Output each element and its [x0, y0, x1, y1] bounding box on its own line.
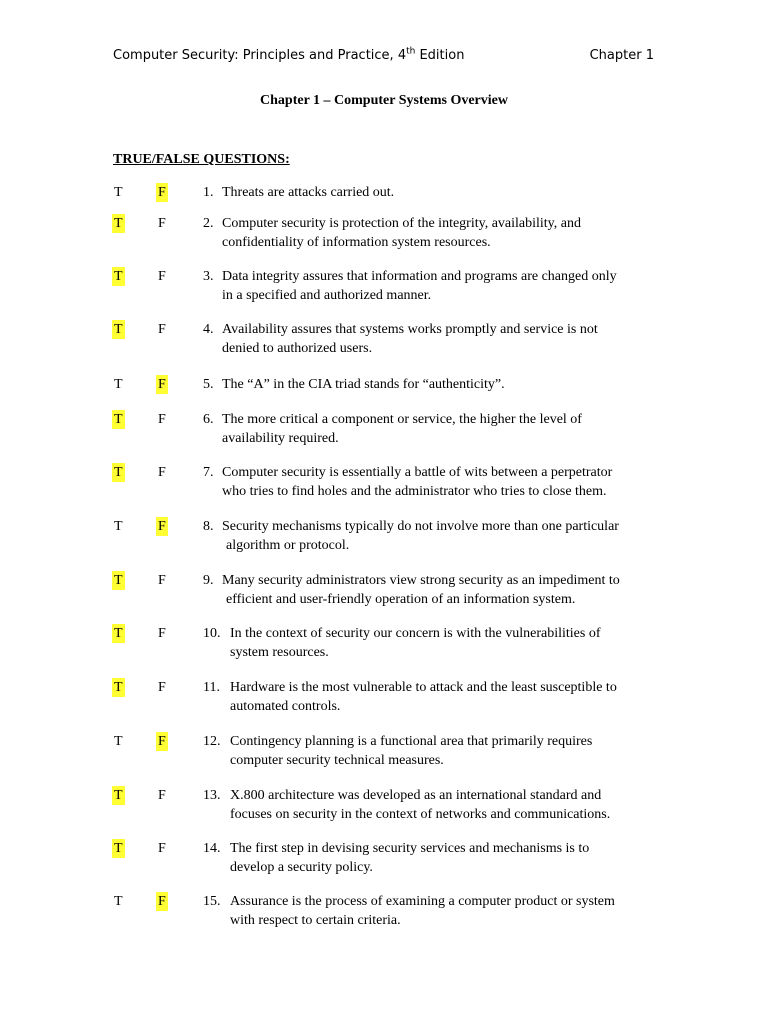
question-number: 5.: [203, 377, 214, 392]
question-text: [230, 678, 617, 716]
question-line: Data integrity assures that information and programs are changed only: [222, 269, 617, 284]
question-number: 1.: [203, 185, 214, 200]
question-text: [222, 214, 581, 252]
question-line: availability required.: [222, 431, 339, 446]
question-text: [230, 732, 592, 770]
true-option: T: [114, 734, 123, 749]
question-line: develop a security policy.: [230, 860, 373, 875]
question-number: 10.: [203, 626, 221, 641]
question-line: denied to authorized users.: [222, 341, 373, 356]
false-option: F: [158, 269, 166, 284]
true-option: T: [114, 216, 123, 231]
true-option: T: [114, 680, 123, 695]
section-title: TRUE/FALSE QUESTIONS:: [113, 152, 290, 167]
chapter-title: Chapter 1 – Computer Systems Overview: [260, 93, 508, 108]
question-number: 11.: [203, 680, 220, 695]
false-option: F: [158, 377, 166, 392]
question-number: 8.: [203, 519, 214, 534]
true-option: T: [114, 573, 123, 588]
question-number: 14.: [203, 841, 221, 856]
false-option: F: [158, 465, 166, 480]
false-option: F: [158, 185, 166, 200]
question-line: confidentiality of information system resources.: [222, 235, 491, 250]
true-option: T: [114, 841, 123, 856]
question-text: [222, 183, 394, 202]
question-line: The first step in devising security services and mechanisms is to: [230, 841, 590, 856]
question-line: Assurance is the process of examining a computer product or system: [230, 894, 615, 909]
question-line: Availability assures that systems works promptly and service is not: [222, 322, 598, 337]
false-option: F: [158, 626, 166, 641]
question-line: who tries to find holes and the administrator who tries to close them.: [222, 484, 607, 499]
question-line: computer security technical measures.: [230, 753, 444, 768]
false-option: F: [158, 894, 166, 909]
header-chapter: Chapter 1: [589, 48, 654, 63]
question-number: 13.: [203, 788, 221, 803]
false-option: F: [158, 216, 166, 231]
true-option: T: [114, 626, 123, 641]
false-option: F: [158, 322, 166, 337]
question-number: 3.: [203, 269, 214, 284]
false-option: F: [158, 788, 166, 803]
false-option: F: [158, 734, 166, 749]
question-line: system resources.: [230, 645, 329, 660]
question-number: 15.: [203, 894, 221, 909]
question-line: Contingency planning is a functional area that primarily requires: [230, 734, 593, 749]
question-text: [222, 320, 598, 358]
question-line: The more critical a component or service, the higher the level of: [222, 412, 582, 427]
question-line: Computer security is essentially a battle of wits between a perpetrator: [222, 465, 613, 480]
question-number: 12.: [203, 734, 221, 749]
question-line: efficient and user-friendly operation of an information system.: [226, 592, 576, 607]
question-line: in a specified and authorized manner.: [222, 288, 432, 303]
question-number: 6.: [203, 412, 214, 427]
question-line: X.800 architecture was developed as an international standard and: [230, 788, 602, 803]
question-line: with respect to certain criteria.: [230, 913, 401, 928]
question-text: [230, 624, 601, 662]
question-text: [222, 463, 612, 501]
question-line: In the context of security our concern is with the vulnerabilities of: [230, 626, 601, 641]
question-text: [222, 410, 582, 448]
true-option: T: [114, 519, 123, 534]
page-header: [113, 47, 654, 65]
header-book-title: Computer Security: Principles and Practice, 4th Edition: [113, 46, 465, 63]
question-text: [230, 892, 615, 930]
question-line: Computer security is protection of the integrity, availability, and: [222, 216, 581, 231]
question-line: Security mechanisms typically do not involve more than one particular: [222, 519, 619, 534]
question-line: The “A” in the CIA triad stands for “authenticity”.: [222, 377, 505, 392]
question-text: [222, 517, 619, 555]
question-text: [222, 267, 617, 305]
true-option: T: [114, 412, 123, 427]
question-text: [230, 786, 610, 824]
question-text: [230, 839, 589, 877]
true-option: T: [114, 465, 123, 480]
question-number: 7.: [203, 465, 214, 480]
true-option: T: [114, 322, 123, 337]
question-line: Threats are attacks carried out.: [222, 185, 395, 200]
true-option: T: [114, 269, 123, 284]
false-option: F: [158, 519, 166, 534]
true-option: T: [114, 894, 123, 909]
true-option: T: [114, 377, 123, 392]
question-number: 2.: [203, 216, 214, 231]
question-number: 9.: [203, 573, 214, 588]
question-line: Hardware is the most vulnerable to attack and the least susceptible to: [230, 680, 617, 695]
false-option: F: [158, 412, 166, 427]
question-text: [222, 375, 505, 394]
question-line: automated controls.: [230, 699, 341, 714]
question-number: 4.: [203, 322, 214, 337]
true-option: T: [114, 185, 123, 200]
question-line: Many security administrators view strong security as an impediment to: [222, 573, 620, 588]
false-option: F: [158, 680, 166, 695]
true-option: T: [114, 788, 123, 803]
question-text: [222, 571, 620, 609]
false-option: F: [158, 573, 166, 588]
question-line: focuses on security in the context of networks and communications.: [230, 807, 611, 822]
false-option: F: [158, 841, 166, 856]
question-line: algorithm or protocol.: [226, 538, 350, 553]
